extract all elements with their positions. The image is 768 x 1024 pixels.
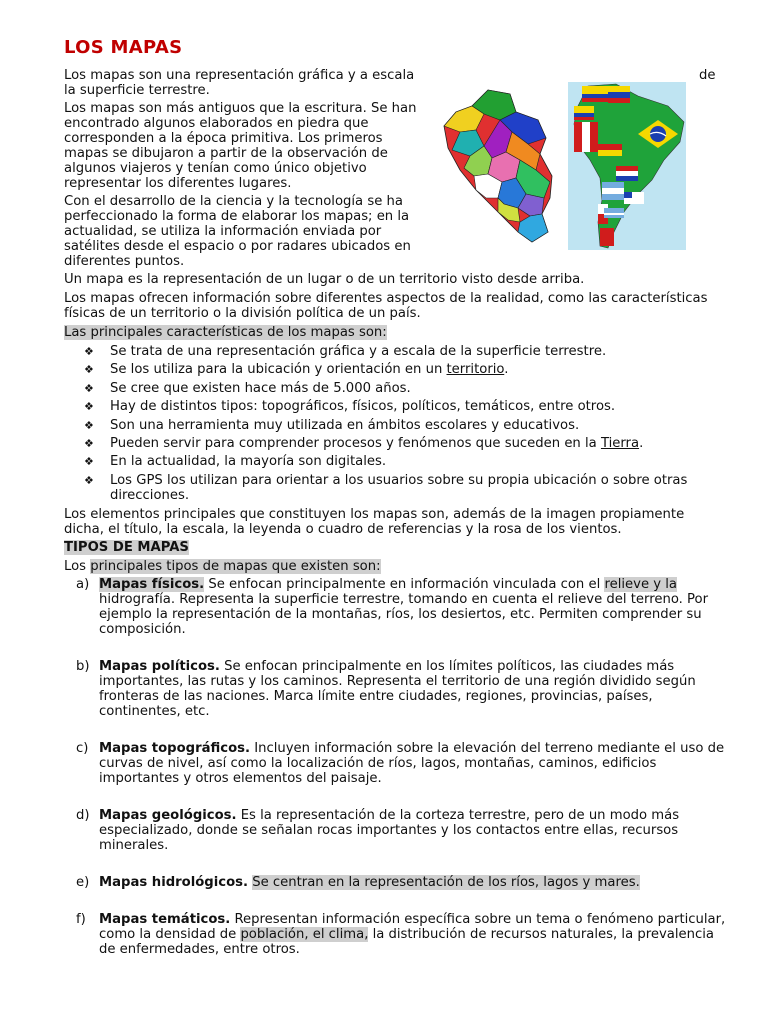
- diamond-bullet-icon: ❖: [84, 400, 94, 414]
- tipo-item-hidrologicos: e) Mapas hidrológicos. Se centran en la representación de los ríos, lagos y mares.: [76, 875, 640, 890]
- tipo-item-geologicos: d) Mapas geológicos. Es la representación de la corteza terrestre, pero de un modo más especializado, donde se señalan rocas importantes y los contactos entre ellas, recursos minerales.: [76, 808, 680, 853]
- intro-word-de: de: [699, 68, 716, 83]
- peru-map-image: [440, 86, 555, 246]
- tipo-item-fisicos: a) Mapas físicos. Se enfocan principalmente en información vinculada con el relieve y la hidrografía. Representa la superficie terrestre, tomando en cuenta el relieve del terreno. Por ejemplo la representación de la montañas, ríos, los desiertos, etc. Permiten comprender su composición.: [76, 577, 709, 637]
- tipos-heading: TIPOS DE MAPAS: [64, 540, 189, 555]
- paragraph-elementos: Los elementos principales que constituyen los mapas son, además de la imagen propiamente dicha, el título, la escala, la leyenda o cuadro de referencias y la rosa de los vientos.: [64, 507, 685, 537]
- list-item: ❖ En la actualidad, la mayoría son digitales.: [84, 454, 387, 470]
- diamond-bullet-icon: ❖: [84, 436, 94, 450]
- paragraph-definicion: Un mapa es la representación de un lugar o de un territorio visto desde arriba.: [64, 272, 585, 287]
- page-title: LOS MAPAS: [64, 37, 183, 58]
- tipo-item-politicos: b) Mapas políticos. Se enfocan principalmente en los límites políticos, las ciudades más importantes, las rutas y los caminos. Representa el territorio de una región dividido según fronteras de las naciones. Marca límite entre ciudades, regiones, provincias, países, continentes, etc.: [76, 659, 696, 719]
- paragraph-informacion: Los mapas ofrecen información sobre diferentes aspectos de la realidad, como las características físicas de un territorio o la división política de un país.: [64, 291, 708, 321]
- diamond-bullet-icon: ❖: [84, 345, 94, 358]
- diamond-bullet-icon: ❖: [84, 455, 94, 469]
- diamond-bullet-icon: ❖: [84, 418, 94, 432]
- tipo-item-tematicos: f) Mapas temáticos. Representan información específica sobre un tema o fenómeno particular, como la densidad de población, el clima, la distribución de recursos naturales, la prevalencia de enfermedades, entre otros.: [76, 912, 726, 957]
- list-item: ❖ Se trata de una representación gráfica y a escala de la superficie terrestre.: [84, 344, 607, 359]
- diamond-bullet-icon: ❖: [84, 363, 94, 377]
- diamond-bullet-icon: ❖: [84, 381, 94, 395]
- link-territorio[interactable]: territorio: [446, 362, 505, 378]
- list-item: ❖ Hay de distintos tipos: topográficos, físicos, políticos, temáticos, entre otros.: [84, 399, 616, 415]
- list-item: ❖ Los GPS los utilizan para orientar a los usuarios sobre su propia ubicación o sobre otras direcciones.: [84, 472, 688, 503]
- caracteristicas-heading: Las principales características de los mapas son:: [64, 325, 387, 340]
- list-item: ❖ Se los utiliza para la ubicación y orientación en un territorio.: [84, 362, 509, 378]
- link-tierra[interactable]: Tierra: [600, 435, 640, 451]
- list-item: ❖ Son una herramienta muy utilizada en ámbitos escolares y educativos.: [84, 417, 580, 433]
- intro-line-2: la superficie terrestre.: [64, 83, 210, 98]
- tipo-item-topograficos: c) Mapas topográficos. Incluyen información sobre la elevación del terreno mediante el uso de curvas de nivel, así como la localización de ríos, lagos, montañas, caminos, edificios importantes y otros elementos del paisaje.: [76, 741, 725, 786]
- south-america-flags-map-image: [568, 82, 686, 250]
- intro-line-1: Los mapas son una representación gráfica y a escala: [64, 68, 415, 83]
- paragraph-antiguos: Los mapas son más antiguos que la escritura. Se han encontrado algunos elaborados en piedra que corresponden a la época primitiva. Los primeros mapas se dibujaron a partir de la observación de algunos viajeros y tenían como único objetivo representar los diferentes lugares.: [64, 101, 417, 191]
- diamond-bullet-icon: ❖: [84, 473, 94, 487]
- list-item: ❖ Se cree que existen hace más de 5.000 años.: [84, 380, 411, 396]
- list-item: ❖ Pueden servir para comprender procesos y fenómenos que suceden en la Tierra.: [84, 435, 644, 451]
- tipos-intro: Los principales tipos de mapas que existen son:: [64, 559, 381, 574]
- paragraph-tecnologia: Con el desarrollo de la ciencia y la tecnología se ha perfeccionado la forma de elaborar los mapas; en la actualidad, se utiliza la información enviada por satélites desde el espacio o por radares ubicados en diferentes puntos.: [64, 194, 411, 269]
- caracteristicas-list: [84, 344, 728, 506]
